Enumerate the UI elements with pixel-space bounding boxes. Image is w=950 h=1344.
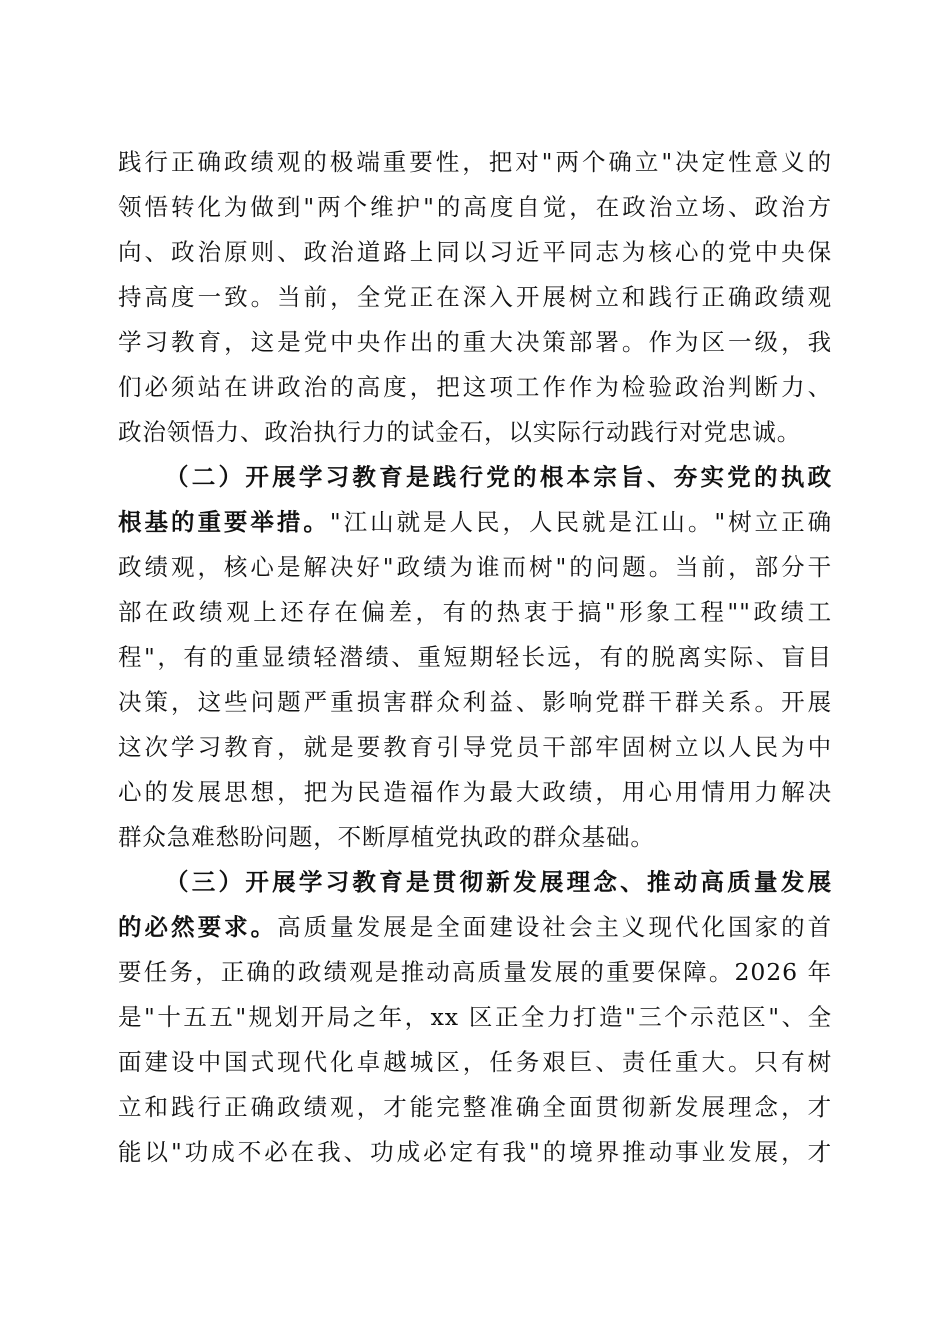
- text-line: [118, 905, 832, 950]
- text-line: 程"，有的重显绩轻潜绩、重短期轻长远，有的脱离实际、盲目: [118, 643, 832, 671]
- paragraph-continuation: [118, 140, 832, 455]
- section-2-text: "江山就是人民，人民就是江山。"树立正确: [329, 508, 832, 536]
- section-3-paragraph: [118, 860, 832, 1175]
- section-3-heading: （三）开展学习教育是贯彻新发展理念、推动高质量发展: [165, 868, 832, 896]
- text-line: 持高度一致。当前，全党正在深入开展树立和践行正确政绩观: [118, 283, 832, 311]
- section-3-heading-end: 的必然要求。: [118, 913, 278, 941]
- text-line: 部在政绩观上还存在偏差，有的热衷于搞"形象工程""政绩工: [118, 598, 832, 626]
- text-line: 政绩观，核心是解决好"政绩为谁而树"的问题。当前，部分干: [118, 553, 832, 581]
- text-line: 领悟转化为做到"两个维护"的高度自觉，在政治立场、政治方: [118, 193, 832, 221]
- text-line: 们必须站在讲政治的高度，把这项工作作为检验政治判断力、: [118, 373, 832, 401]
- section-2-heading: （二）开展学习教育是践行党的根本宗旨、夯实党的执政: [165, 463, 832, 491]
- text-line: 面建设中国式现代化卓越城区，任务艰巨、责任重大。只有树: [118, 1048, 832, 1076]
- text-line: 是"十五五"规划开局之年，xx 区正全力打造"三个示范区"、全: [118, 1003, 832, 1031]
- text-line: 这次学习教育，就是要教育引导党员干部牢固树立以人民为中: [118, 733, 832, 761]
- text-line: 决策，这些问题严重损害群众利益、影响党群干群关系。开展: [118, 688, 832, 716]
- document-body: [118, 140, 832, 1175]
- text-line: 心的发展思想，把为民造福作为最大政绩，用心用情用力解决: [118, 778, 832, 806]
- text-line: 践行正确政绩观的极端重要性，把对"两个确立"决定性意义的: [118, 148, 832, 176]
- text-line: [118, 500, 832, 545]
- section-2-heading-end: 根基的重要举措。: [118, 508, 330, 536]
- text-line: 立和践行正确政绩观，才能完整准确全面贯彻新发展理念，才: [118, 1093, 832, 1121]
- text-line: 群众急难愁盼问题，不断厚植党执政的群众基础。: [118, 823, 655, 851]
- text-line: 学习教育，这是党中央作出的重大决策部署。作为区一级，我: [118, 328, 832, 356]
- text-line: 要任务，正确的政绩观是推动高质量发展的重要保障。2026 年: [118, 958, 832, 986]
- text-line: 政治领悟力、政治执行力的试金石，以实际行动践行对党忠诚。: [118, 418, 802, 446]
- text-line: 向、政治原则、政治道路上同以习近平同志为核心的党中央保: [118, 238, 832, 266]
- section-3-text: 高质量发展是全面建设社会主义现代化国家的首: [277, 913, 832, 941]
- text-line: 能以"功成不必在我、功成必定有我"的境界推动事业发展，才: [118, 1138, 832, 1166]
- section-2-paragraph: [118, 455, 832, 860]
